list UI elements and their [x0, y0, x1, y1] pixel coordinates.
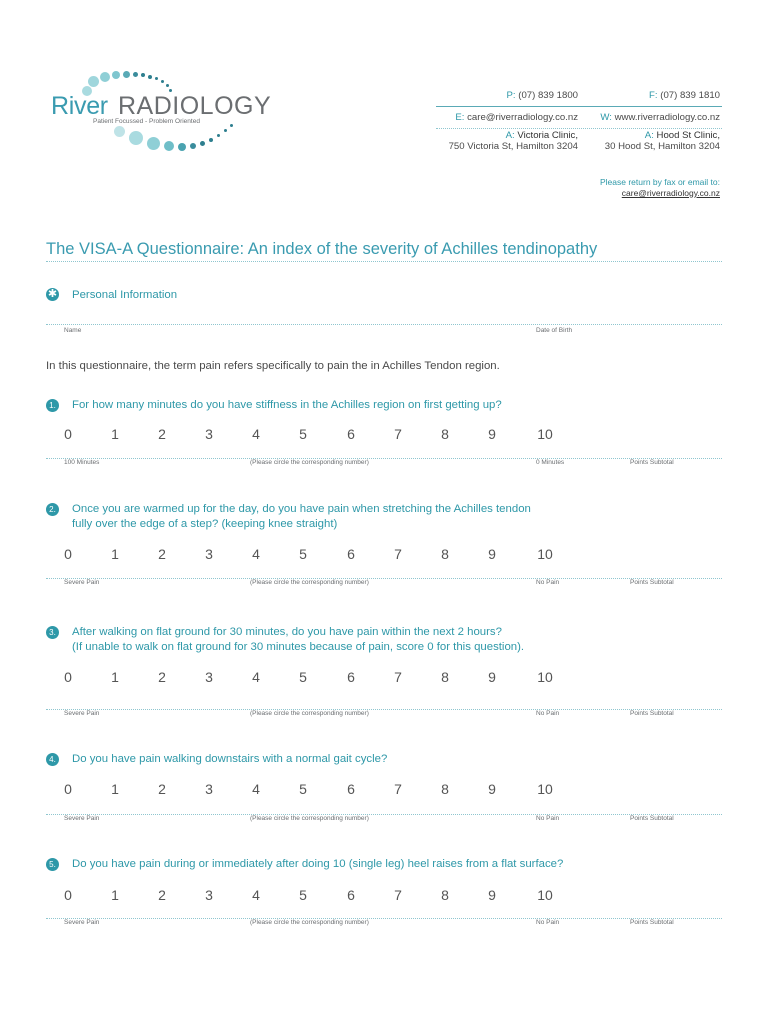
score-option[interactable]: 8: [441, 781, 449, 797]
score-option[interactable]: 1: [111, 669, 119, 685]
score-option[interactable]: 2: [158, 669, 166, 685]
dob-label: Date of Birth: [536, 327, 573, 334]
title-underline: [46, 261, 722, 262]
circle-instruction: (Please circle the corresponding number): [250, 919, 369, 926]
score-option[interactable]: 0: [64, 669, 72, 685]
circle-instruction: (Please circle the corresponding number): [250, 579, 369, 586]
score-option[interactable]: 1: [111, 426, 119, 442]
question-text-continued: (If unable to walk on flat ground for 30 minutes because of pain, score 0 for this question).: [72, 641, 525, 653]
answer-line: [46, 814, 722, 815]
contact-clinic-hood: A: Hood St Clinic, 30 Hood St, Hamilton 3204: [604, 130, 720, 152]
score-option[interactable]: 6: [347, 546, 355, 562]
left-scale-label: Severe Pain: [64, 919, 100, 926]
score-option[interactable]: 0: [64, 781, 72, 797]
score-option[interactable]: 5: [299, 426, 307, 442]
score-option[interactable]: 8: [441, 669, 449, 685]
score-option[interactable]: 1: [111, 887, 119, 903]
logo-river-text: River: [51, 92, 108, 120]
score-option[interactable]: 5: [299, 781, 307, 797]
score-option[interactable]: 4: [252, 781, 260, 797]
score-option[interactable]: 9: [488, 887, 496, 903]
score-option[interactable]: 3: [205, 669, 213, 685]
score-option[interactable]: 8: [441, 887, 449, 903]
question-text: Do you have pain walking downstairs with a normal gait cycle?: [72, 753, 388, 765]
question-number-badge: 3.: [46, 626, 59, 639]
score-option[interactable]: 3: [205, 426, 213, 442]
logo-radiology-text: RADIOLOGY: [118, 92, 272, 120]
right-scale-label: No Pain: [536, 919, 560, 926]
contact-divider: [436, 106, 722, 107]
right-scale-label: 0 Minutes: [536, 459, 565, 466]
left-scale-label: 100 Minutes: [64, 459, 100, 466]
score-option[interactable]: 8: [441, 426, 449, 442]
circle-instruction: (Please circle the corresponding number): [250, 815, 369, 822]
score-option[interactable]: 7: [394, 546, 402, 562]
question-text: Once you are warmed up for the day, do you have pain when stretching the Achilles tendon: [72, 503, 531, 515]
score-option[interactable]: 1: [111, 781, 119, 797]
score-option[interactable]: 2: [158, 887, 166, 903]
score-option[interactable]: 10: [537, 887, 553, 903]
score-option[interactable]: 2: [158, 546, 166, 562]
score-option[interactable]: 6: [347, 887, 355, 903]
points-subtotal-label: Points Subtotal: [630, 459, 674, 466]
score-option[interactable]: 2: [158, 426, 166, 442]
score-option[interactable]: 10: [537, 669, 553, 685]
score-option[interactable]: 1: [111, 546, 119, 562]
answer-line: [46, 578, 722, 579]
score-option[interactable]: 9: [488, 546, 496, 562]
question-number-badge: 1.: [46, 399, 59, 412]
return-instruction: Please return by fax or email to:: [599, 177, 720, 187]
score-option[interactable]: 4: [252, 669, 260, 685]
score-option[interactable]: 9: [488, 669, 496, 685]
score-option[interactable]: 7: [394, 426, 402, 442]
question-text: For how many minutes do you have stiffness in the Achilles region on first getting up?: [72, 399, 502, 411]
right-scale-label: No Pain: [536, 579, 560, 586]
left-scale-label: Severe Pain: [64, 579, 100, 586]
score-option[interactable]: 0: [64, 546, 72, 562]
score-option[interactable]: 3: [205, 546, 213, 562]
answer-line: [46, 918, 722, 919]
score-option[interactable]: 3: [205, 781, 213, 797]
contact-web[interactable]: W: www.riverradiology.co.nz: [600, 112, 720, 123]
left-scale-label: Severe Pain: [64, 710, 100, 717]
score-option[interactable]: 10: [537, 546, 553, 562]
score-option[interactable]: 7: [394, 887, 402, 903]
score-option[interactable]: 10: [537, 781, 553, 797]
question-number-badge: 2.: [46, 503, 59, 516]
score-option[interactable]: 4: [252, 887, 260, 903]
score-option[interactable]: 9: [488, 781, 496, 797]
score-option[interactable]: 0: [64, 426, 72, 442]
contact-email[interactable]: E: care@riverradiology.co.nz: [455, 112, 578, 123]
score-option[interactable]: 4: [252, 426, 260, 442]
circle-instruction: (Please circle the corresponding number): [250, 459, 369, 466]
right-scale-label: No Pain: [536, 815, 560, 822]
question-text: Do you have pain during or immediately after doing 10 (single leg) heel raises from a flat surface?: [72, 858, 564, 870]
score-option[interactable]: 8: [441, 546, 449, 562]
answer-line: [46, 458, 722, 459]
page-title: The VISA-A Questionnaire: An index of the severity of Achilles tendinopathy: [46, 240, 598, 258]
score-option[interactable]: 2: [158, 781, 166, 797]
question-text-continued: fully over the edge of a step? (keeping knee straight): [72, 518, 338, 530]
right-scale-label: No Pain: [536, 710, 560, 717]
score-option[interactable]: 6: [347, 669, 355, 685]
score-option[interactable]: 10: [537, 426, 553, 442]
question-text: After walking on flat ground for 30 minutes, do you have pain within the next 2 hours?: [72, 626, 502, 638]
score-option[interactable]: 7: [394, 669, 402, 685]
score-option[interactable]: 5: [299, 669, 307, 685]
score-option[interactable]: 3: [205, 887, 213, 903]
question-number-badge: 4.: [46, 753, 59, 766]
contact-divider: [436, 128, 722, 129]
points-subtotal-label: Points Subtotal: [630, 815, 674, 822]
question-number-badge: 5.: [46, 858, 59, 871]
score-option[interactable]: 9: [488, 426, 496, 442]
score-option[interactable]: 6: [347, 781, 355, 797]
points-subtotal-label: Points Subtotal: [630, 579, 674, 586]
points-subtotal-label: Points Subtotal: [630, 919, 674, 926]
return-email[interactable]: care@riverradiology.co.nz: [621, 188, 720, 198]
intro-text: In this questionnaire, the term pain refers specifically to pain the in Achilles Tendon region.: [46, 360, 500, 372]
score-option[interactable]: 7: [394, 781, 402, 797]
contact-fax: F: (07) 839 1810: [649, 90, 720, 101]
answer-line: [46, 709, 722, 710]
score-option[interactable]: 0: [64, 887, 72, 903]
circle-instruction: (Please circle the corresponding number): [250, 710, 369, 717]
left-scale-label: Severe Pain: [64, 815, 100, 822]
logo-tagline: Patient Focussed - Problem Oriented: [93, 118, 200, 125]
score-option[interactable]: 5: [299, 887, 307, 903]
name-label: Name: [64, 327, 82, 334]
score-option[interactable]: 4: [252, 546, 260, 562]
asterisk-icon: ✱: [47, 288, 58, 300]
personal-info-heading: Personal Information: [72, 289, 178, 301]
score-option[interactable]: 6: [347, 426, 355, 442]
contact-phone: P: (07) 839 1800: [506, 90, 578, 101]
points-subtotal-label: Points Subtotal: [630, 710, 674, 717]
contact-clinic-victoria: A: Victoria Clinic, 750 Victoria St, Hamilton 3204: [448, 130, 578, 152]
score-option[interactable]: 5: [299, 546, 307, 562]
name-field-line[interactable]: [46, 324, 722, 325]
